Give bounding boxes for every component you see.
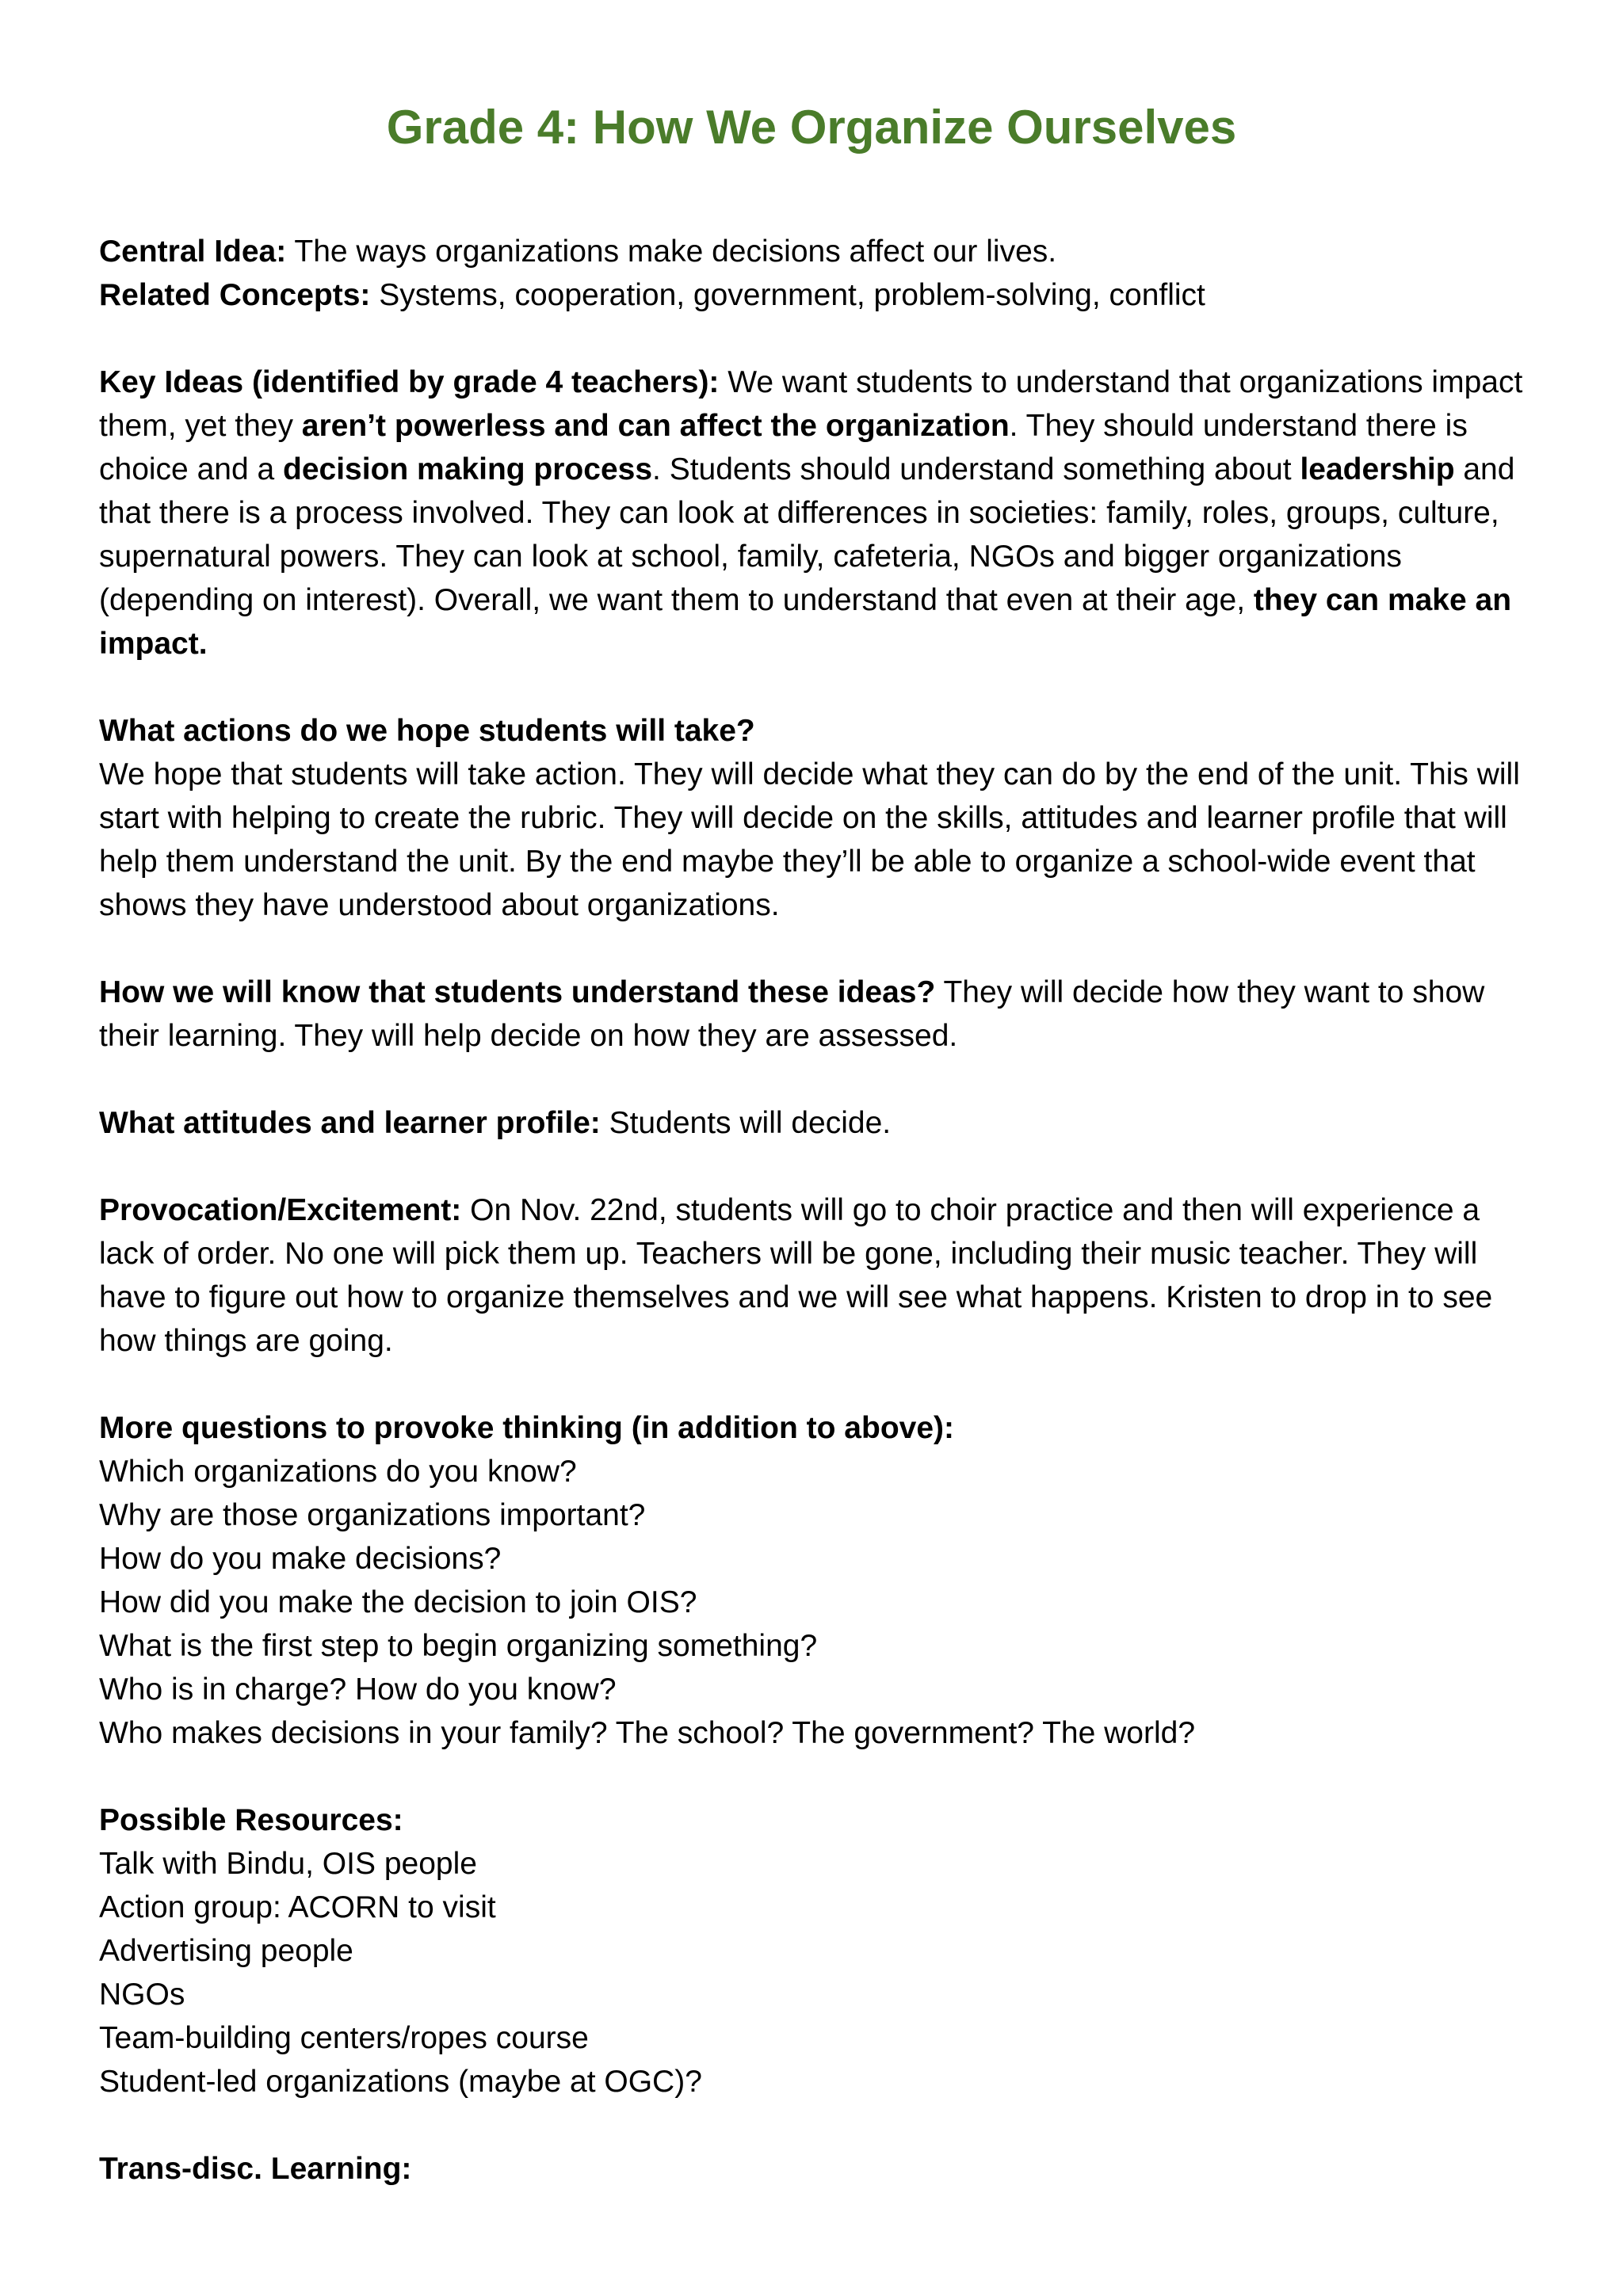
questions-label: More questions to provoke thinking (in addition to above): [99,1411,954,1445]
resource-item: Action group: ACORN to visit [99,1890,496,1924]
question-item: Why are those organizations important? [99,1498,646,1532]
actions-section [99,709,1524,927]
resource-item: Advertising people [99,1934,353,1968]
question-item: Which organizations do you know? [99,1455,577,1489]
assessment-text: They will decide how they want to show their learning. They will help decide on how they are assessed. [99,975,1485,1053]
key-ideas-text-1: We want students to understand that organizations impact them, yet they [99,365,1523,443]
resource-item: Talk with Bindu, OIS people [99,1847,477,1881]
related-concepts-label: Related Concepts: [99,278,371,312]
page-title: Grade 4: How We Organize Ourselves [386,101,1237,154]
provocation-label: Provocation/Excitement: [99,1193,462,1227]
question-item: Who is in charge? How do you know? [99,1672,617,1707]
trans-disc-label: Trans-disc. Learning: [99,2152,412,2186]
actions-label: What actions do we hope students will take? [99,714,755,748]
resource-item: Team-building centers/ropes course [99,2021,589,2055]
question-item: Who makes decisions in your family? The school? The government? The world? [99,1716,1196,1750]
attitudes-section [99,1101,1524,1145]
trans-disc-section [99,2147,1524,2191]
assessment-section [99,971,1524,1058]
key-ideas-bold-1: aren’t powerless and can affect the organization [301,409,1010,443]
key-ideas-label: Key Ideas (identified by grade 4 teachers): [99,365,720,399]
attitudes-text: Students will decide. [600,1106,892,1140]
related-concepts-text: Systems, cooperation, government, problem-solving, conflict [370,278,1205,312]
questions-section [99,1406,1524,1755]
resource-item: Student-led organizations (maybe at OGC)? [99,2065,702,2099]
assessment-label: How we will know that students understand these ideas? [99,975,936,1009]
key-ideas-text-3: . Students should understand something about [652,452,1300,486]
resource-item: NGOs [99,1978,185,2012]
key-ideas [99,360,1524,666]
key-ideas-bold-4: they can make an impact. [99,583,1512,661]
key-ideas-bold-3: leadership [1300,452,1455,486]
question-item: How did you make the decision to join OIS? [99,1585,697,1619]
provocation-text: On Nov. 22nd, students will go to choir practice and then will experience a lack of order. No one will pick them up. Teachers will be gone, including their music teacher. They will have to figure out how to organize themselves and we will see what happens. Kristen to drop in to see how things are going. [99,1193,1493,1358]
resources-label: Possible Resources: [99,1803,403,1837]
actions-text: We hope that students will take action. They will decide what they can do by the end of the unit. This will start with helping to create the rubric. They will decide on the skills, attitudes and learner profile that will help them understand the unit. By the end maybe they’ll be able to organize a school-wide event that shows they have understood about organizations. [99,757,1520,922]
key-ideas-text-2: . They should understand there is choice and a [99,409,1468,486]
central-idea-text: The ways organizations make decisions affect our lives. [286,235,1057,269]
question-item: How do you make decisions? [99,1542,502,1576]
question-item: What is the first step to begin organizing something? [99,1629,818,1663]
provocation-section [99,1188,1524,1363]
central-idea-label: Central Idea: [99,235,287,269]
key-ideas-text-4: and that there is a process involved. They can look at differences in societies: family, roles, groups, culture, supernatural powers. They can look at school, family, cafeteria, NGOs and bigger organizations (depending on interest). Overall, we want them to understand that even at their age, [99,452,1515,617]
attitudes-label: What attitudes and learner profile: [99,1106,601,1140]
central-idea [99,230,1524,317]
resources-section [99,1798,1524,2103]
key-ideas-bold-2: decision making process [283,452,653,486]
